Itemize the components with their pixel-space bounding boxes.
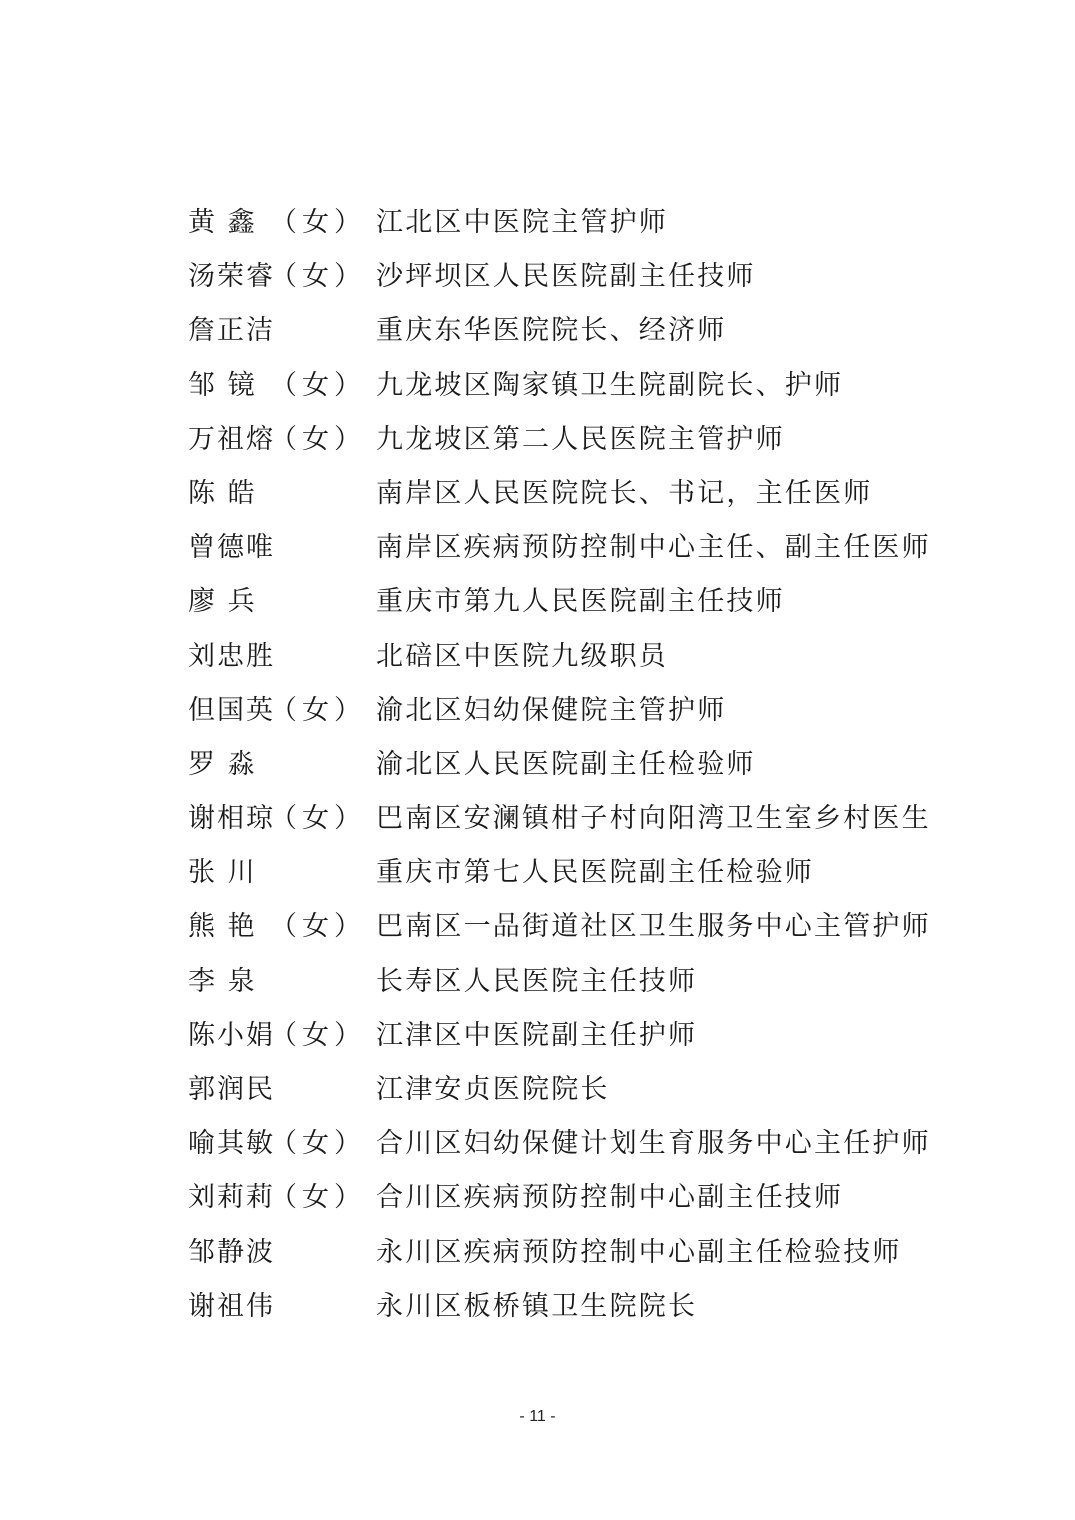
person-name: 张 川 — [188, 857, 257, 889]
person-name: 谢祖伟 — [188, 1290, 275, 1322]
person-name: 黄 鑫 — [188, 207, 257, 238]
affiliation-title: 重庆市第九人民医院副主任技师 — [376, 586, 785, 618]
person-name: 但国英 — [188, 694, 275, 726]
affiliation-title: 沙坪坝区人民医院副主任技师 — [376, 261, 756, 293]
list-item — [188, 684, 948, 738]
list-item — [188, 1009, 948, 1063]
list-item — [188, 900, 948, 954]
list-item — [188, 630, 948, 684]
affiliation-title: 渝北区妇幼保健院主管护师 — [376, 694, 727, 726]
affiliation-title: 巴南区一品街道社区卫生服务中心主管护师 — [376, 911, 931, 943]
list-item — [188, 1117, 948, 1171]
list-item — [188, 359, 948, 413]
list-item — [188, 738, 948, 792]
list-item — [188, 196, 948, 250]
gender-note: （女） — [270, 911, 366, 943]
list-item — [188, 955, 948, 1009]
affiliation-title: 北碚区中医院九级职员 — [376, 640, 668, 672]
affiliation-title: 江津安贞医院院长 — [376, 1074, 610, 1105]
person-name: 刘莉莉 — [188, 1182, 275, 1214]
list-item — [188, 1280, 948, 1334]
person-name: 郭润民 — [188, 1074, 275, 1105]
person-name: 邹静波 — [188, 1236, 275, 1268]
person-name: 刘忠胜 — [188, 640, 275, 672]
page-number: - 11 - — [519, 1408, 556, 1425]
person-name: 喻其敏 — [188, 1128, 275, 1160]
list-item — [188, 1063, 948, 1117]
gender-note: （女） — [270, 261, 366, 293]
affiliation-title: 南岸区疾病预防控制中心主任、副主任医师 — [376, 532, 931, 564]
affiliation-title: 南岸区人民医院院长、书记，主任医师 — [376, 477, 873, 509]
affiliation-title: 合川区疾病预防控制中心副主任技师 — [376, 1182, 844, 1214]
list-item — [188, 521, 948, 575]
gender-note: （女） — [270, 369, 366, 401]
gender-note: （女） — [270, 1182, 366, 1214]
affiliation-title: 江北区中医院主管护师 — [376, 207, 668, 238]
list-item — [188, 304, 948, 358]
gender-note: （女） — [270, 423, 366, 455]
list-item — [188, 413, 948, 467]
person-name: 邹 镜 — [188, 369, 257, 401]
person-name: 李 泉 — [188, 965, 257, 997]
person-name: 罗 淼 — [188, 748, 257, 780]
person-name: 谢相琼 — [188, 803, 275, 835]
affiliation-title: 九龙坡区陶家镇卫生院副院长、护师 — [376, 369, 844, 401]
person-name: 汤荣睿 — [188, 261, 275, 293]
list-item — [188, 250, 948, 304]
person-name: 曾德唯 — [188, 532, 275, 564]
affiliation-title: 永川区板桥镇卫生院院长 — [376, 1290, 698, 1322]
list-item — [188, 467, 948, 521]
list-item — [188, 1171, 948, 1225]
gender-note: （女） — [270, 1019, 366, 1051]
affiliation-title: 长寿区人民医院主任技师 — [376, 965, 698, 997]
gender-note: （女） — [270, 207, 366, 238]
person-name: 熊 艳 — [188, 911, 257, 943]
person-name: 詹正洁 — [188, 315, 275, 347]
affiliation-title: 渝北区人民医院副主任检验师 — [376, 748, 756, 780]
person-name: 万祖熔 — [188, 423, 275, 455]
affiliation-title: 九龙坡区第二人民医院主管护师 — [376, 423, 785, 455]
person-name: 陈 皓 — [188, 477, 257, 509]
affiliation-title: 重庆东华医院院长、经济师 — [376, 315, 727, 347]
honoree-list — [188, 196, 948, 1334]
list-item — [188, 846, 948, 900]
affiliation-title: 巴南区安澜镇柑子村向阳湾卫生室乡村医生 — [376, 803, 931, 835]
affiliation-title: 永川区疾病预防控制中心副主任检验技师 — [376, 1236, 902, 1268]
gender-note: （女） — [270, 1128, 366, 1160]
affiliation-title: 重庆市第七人民医院副主任检验师 — [376, 857, 814, 889]
list-item — [188, 575, 948, 629]
list-item — [188, 792, 948, 846]
person-name: 廖 兵 — [188, 586, 257, 618]
affiliation-title: 江津区中医院副主任护师 — [376, 1019, 698, 1051]
person-name: 陈小娟 — [188, 1019, 275, 1051]
list-item — [188, 1226, 948, 1280]
gender-note: （女） — [270, 694, 366, 726]
affiliation-title: 合川区妇幼保健计划生育服务中心主任护师 — [376, 1128, 931, 1160]
gender-note: （女） — [270, 803, 366, 835]
